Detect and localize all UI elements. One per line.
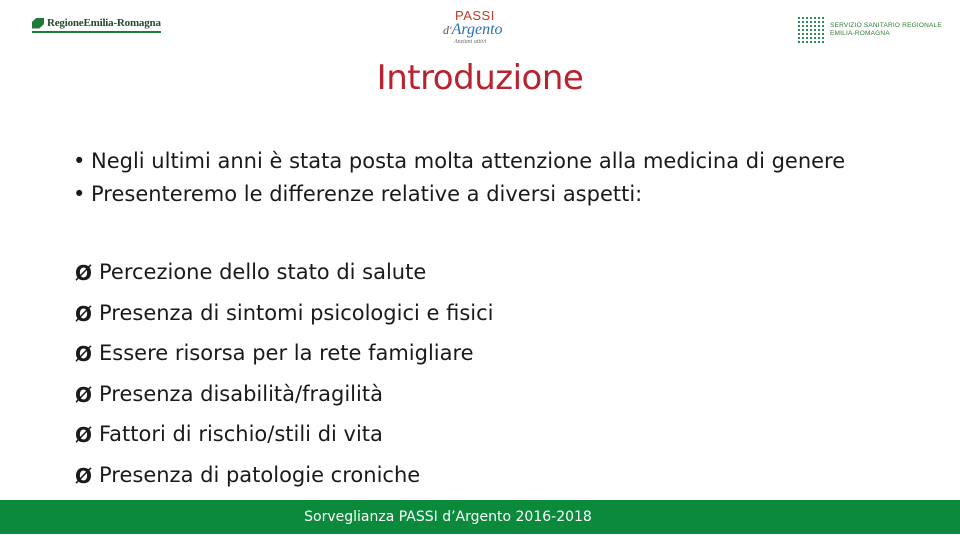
arrow-bullet-icon: Ø (75, 382, 93, 407)
logo-sub-text: Anziani attivi (454, 39, 487, 45)
arrow-item-text: Presenza di sintomi psicologici e fisici (99, 300, 494, 325)
ssr-logo (797, 16, 942, 44)
ssr-line-1: SERVIZIO SANITARIO REGIONALE (830, 22, 942, 29)
ssr-line-2: EMILIA-ROMAGNA (830, 30, 890, 37)
footer-text: Sorveglianza PASSI d’Argento 2016-2018 (304, 509, 592, 525)
arrow-item (75, 421, 493, 447)
slide-title: Introduzione (376, 58, 584, 98)
bullet-list (73, 148, 873, 214)
regione-mark-icon (32, 18, 44, 29)
passi-argento-logo (440, 6, 520, 50)
arrow-item (75, 462, 493, 488)
bullet-item (73, 181, 873, 207)
regione-logo-text: RegioneEmilia-Romagna (47, 17, 161, 29)
arrow-item (75, 340, 493, 366)
arrow-item-text: Percezione dello stato di salute (99, 260, 427, 284)
arrow-item-text: Presenza disabilità/fragilità (99, 381, 383, 406)
bullet-dot-icon: • (73, 149, 86, 173)
logo-d-text: d' (443, 23, 452, 37)
logo-passi-text: PASSI (455, 8, 495, 23)
arrow-bullet-icon: Ø (75, 463, 93, 488)
arrow-bullet-icon: Ø (75, 301, 93, 326)
bullet-text: Presenteremo le differenze relative a diversi aspetti: (91, 182, 643, 206)
logo-argento-word: Argento (451, 21, 503, 38)
arrow-bullet-icon: Ø (75, 423, 93, 447)
arrow-item (75, 300, 493, 326)
arrow-bullet-icon: Ø (75, 261, 93, 285)
arrow-item (75, 381, 493, 407)
bullet-text: Negli ultimi anni è stata posta molta attenzione alla medicina di genere (91, 149, 846, 173)
bullet-item (73, 148, 873, 174)
arrow-item-text: Essere risorsa per la rete famigliare (99, 341, 474, 365)
bullet-dot-icon: • (73, 182, 86, 206)
logo-argento-text (443, 21, 503, 39)
arrow-item (75, 259, 493, 285)
regione-logo (32, 15, 161, 33)
arrow-item-text: Fattori di rischio/stili di vita (99, 422, 383, 446)
arrow-item-text: Presenza di patologie croniche (99, 462, 421, 487)
arrow-bullet-icon: Ø (75, 342, 93, 366)
ssr-grid-icon (797, 16, 824, 44)
arrow-list (75, 259, 493, 502)
